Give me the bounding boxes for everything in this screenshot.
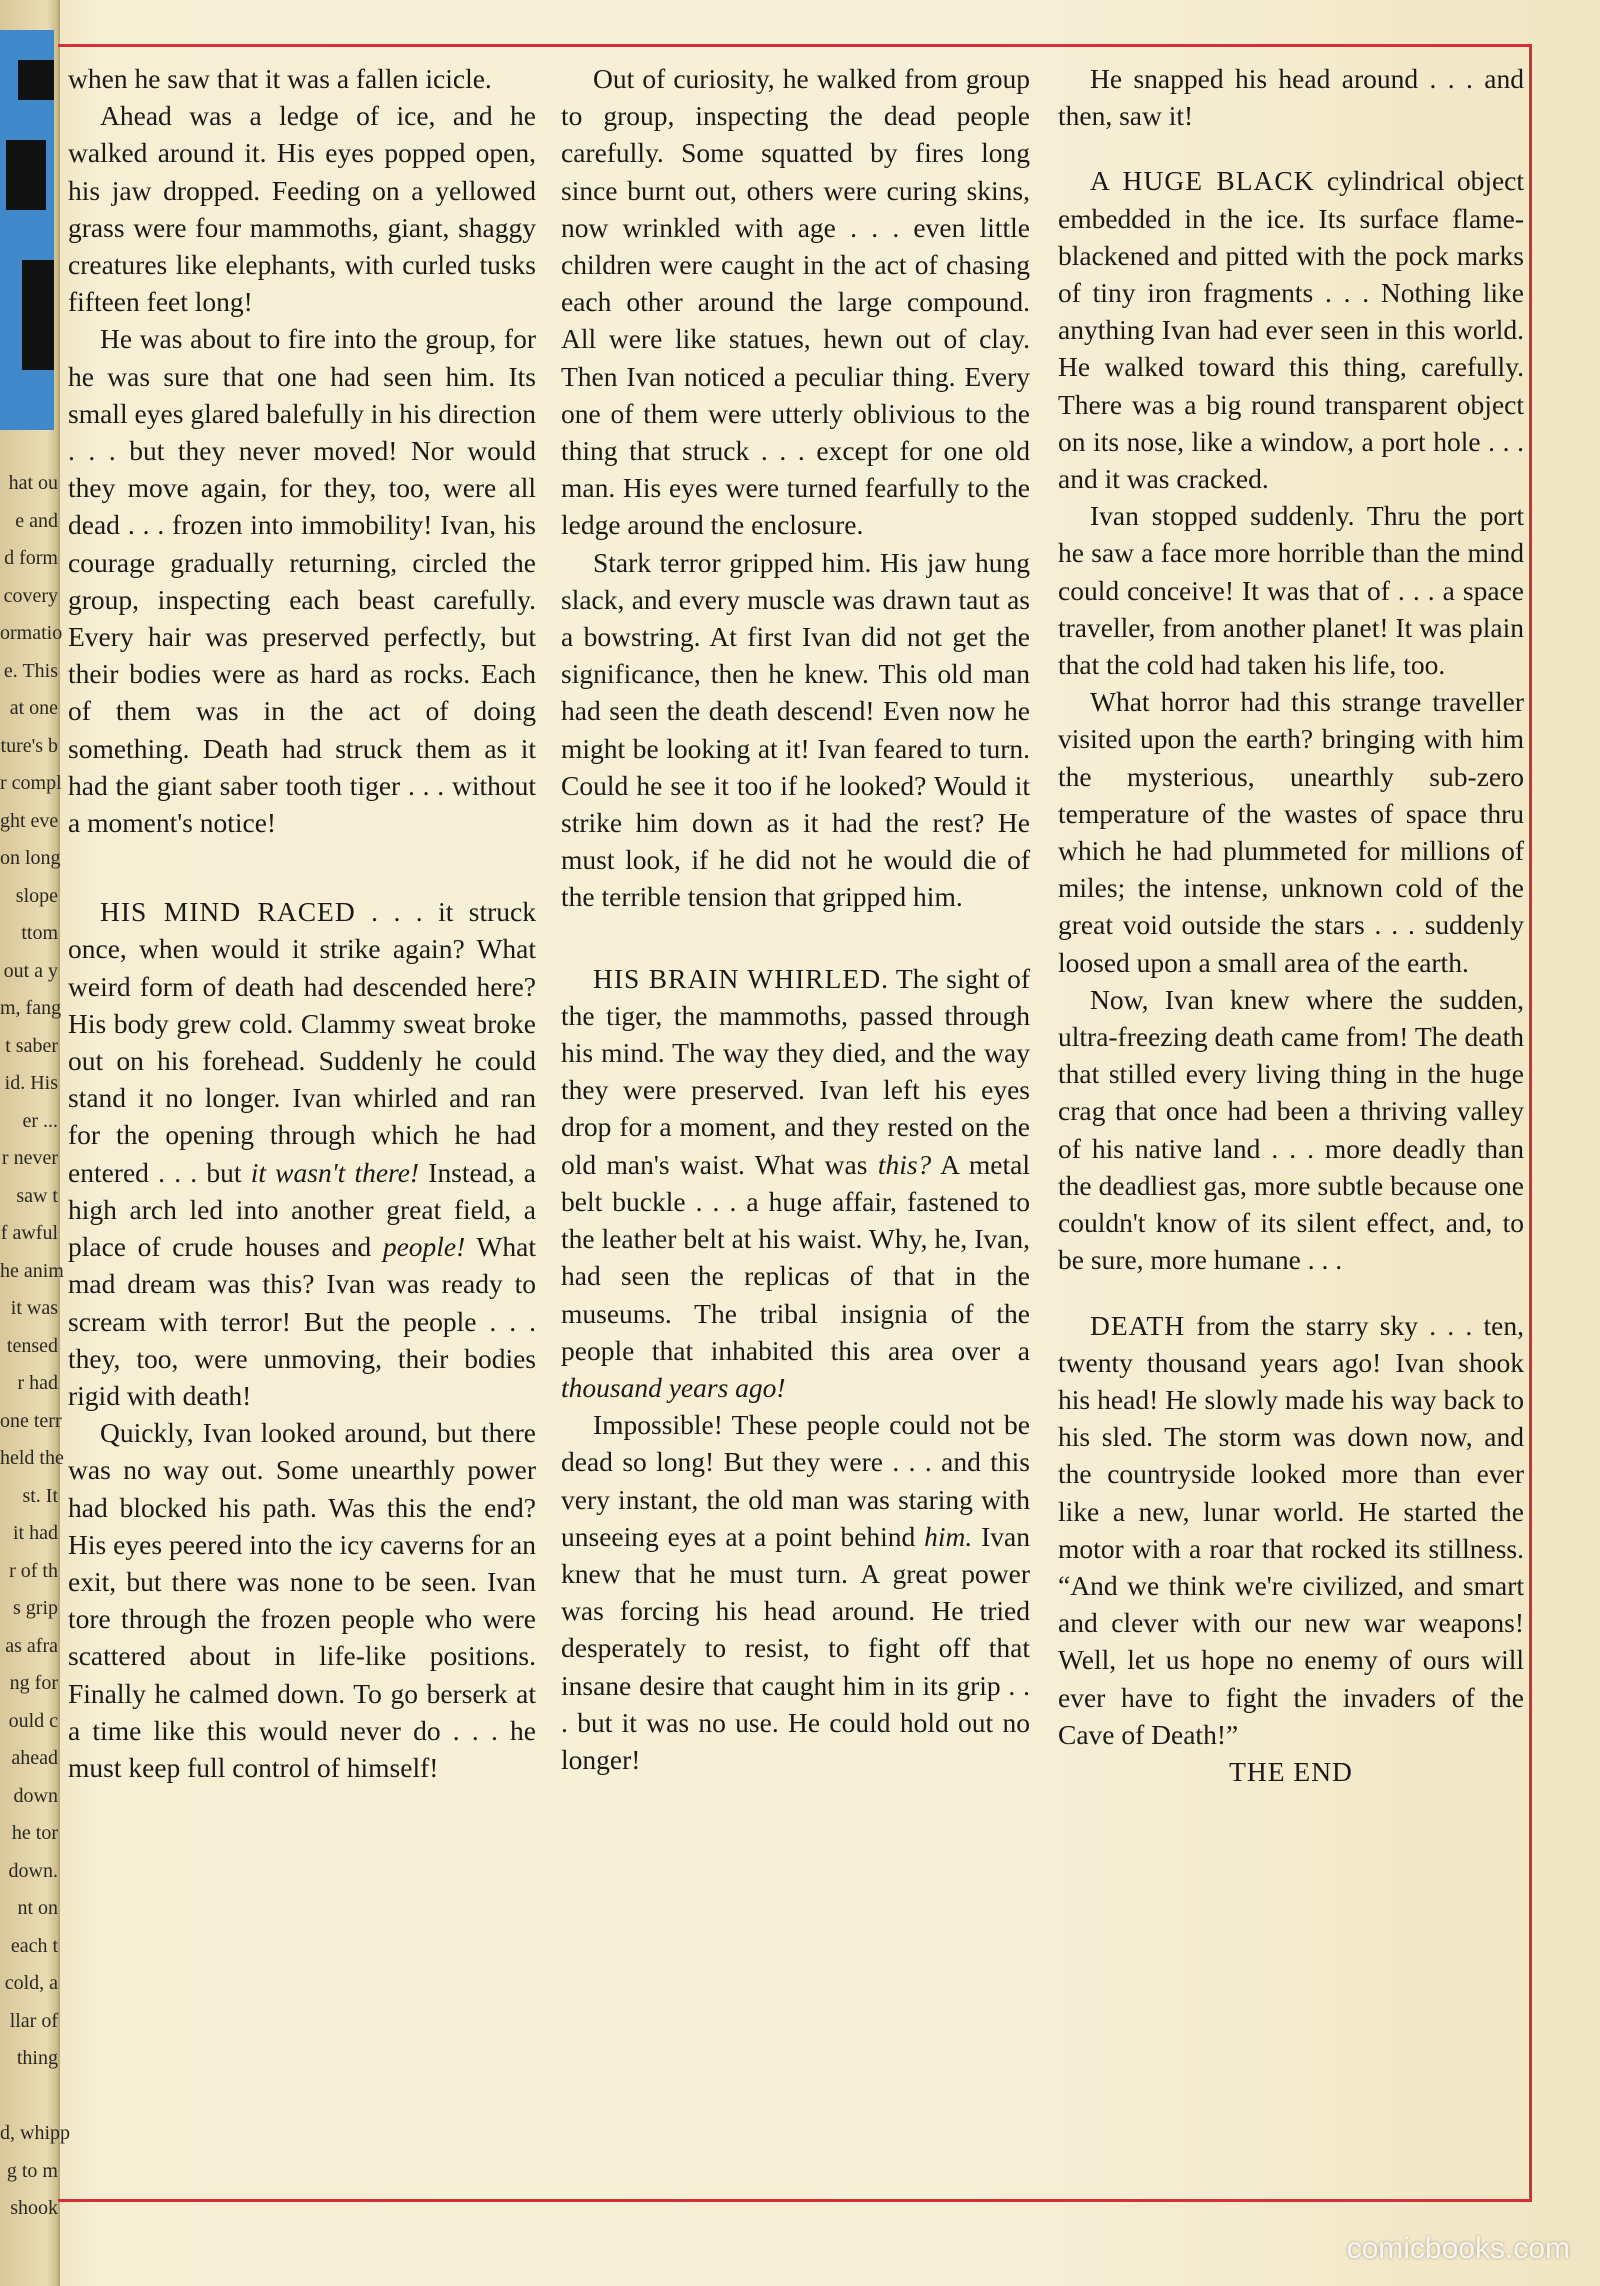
adjacent-page-line: out a y [3,959,58,982]
adjacent-page-line: on long [0,847,61,869]
adjacent-page-line: r of th [9,1559,58,1582]
adjacent-page-line: st. It [22,1484,58,1507]
adjacent-page-line: ght eve [0,809,59,832]
paragraph: Now, Ivan knew where the sudden, ultra-freezing death came from! The death that stilled every living thing in the huge crag that once had been a thriving valley of his native land . . . more deadly than the deadliest gas, more subtle because one couldn't know of its silent effect, and, to be sure, more humane . . . [1058,983,1524,1276]
section-lead: HIS MIND RACED [100,896,356,928]
adjacent-page-line: he tor [11,1822,58,1844]
paragraph: What horror had this strange traveller visited upon the earth? bringing with him the mysterious, unearthly sub-zero temperature of the wastes of space thru which he had plummeted for millions of miles; the intense, unknown cold of the great void outside the stars . . . suddenly loosed upon a small area of the earth. [1058,686,1524,978]
adjacent-page-line: it was [10,1297,58,1319]
paragraph: He was about to fire into the group, for he was sure that one had seen him. Its small eyes glared balefully in his direction . . . but they never moved! Nor would they move again, for they, too, were all dead . . . frozen into immobility! Ivan, his courage gradually returning, circled the group, inspecting each beast carefully. Every hair was preserved perfectly, but their bodies were as hard as rocks. Each of them was in the act of doing something. Death had struck them as it had the giant saber tooth tiger . . . without a moment's notice! [68,323,536,839]
adjacent-page-line: d, whipp [0,2122,70,2144]
adjacent-page-line: r compl [0,772,62,794]
adjacent-page-line: held the [0,1447,64,1469]
adjacent-page-line: as afra [5,1634,58,1657]
paragraph: Stark terror gripped him. His jaw hung slack, and every muscle was drawn taut as a bowstring. At first Ivan did not get the significance, then he knew. This old man had seen the death descend! Even now he might be looking at it! Ivan feared to turn. Could he see it too if he looked? Would it strike him down as it had the rest? He must look, if he did not he would die of the terrible tension that gripped him. [561,546,1030,913]
adjacent-page-line: shook [10,2197,58,2219]
adjacent-page-line: r never [1,1147,58,1169]
adjacent-page-line: down. [8,1859,58,1882]
paragraph: He snapped his head around . . . and then, saw it! [1058,63,1524,132]
adjacent-page-line: covery [3,584,58,607]
paragraph: A HUGE BLACK cylindrical object embedded in the ice. Its surface flame-blackened and pitted with the pock marks of tiny iron fragments . . . Nothing like anything Ivan had ever seen in this world. He walked toward this thing, carefully. There was a big round transparent object on its nose, like a window, a port hole . . . and it was cracked. [1058,165,1525,495]
paragraph: when he saw that it was a fallen icicle. [68,63,492,94]
adjacent-page-line: e. This [3,659,58,682]
adjacent-page-line: t saber [5,1034,58,1057]
adjacent-page-artwork [0,30,54,430]
adjacent-page-line [0,2078,58,2116]
adjacent-page-line: s grip [13,1597,58,1619]
adjacent-page-line: id. His [4,1072,58,1094]
adjacent-page-line: g to m [6,2159,58,2182]
adjacent-page-line: d form [4,547,58,569]
text-column-3 [1058,60,1524,1790]
adjacent-page-line: e and [15,509,58,532]
adjacent-page-edge [0,0,70,2286]
adjacent-page-line: one terr [0,1409,62,1432]
adjacent-page-line: ormatio [0,622,63,644]
adjacent-page-line: hat ou [8,472,58,494]
adjacent-page-line: slope [15,884,58,907]
paragraph: DEATH from the starry sky . . . ten, twenty thousand years ago! Ivan shook his head! He slowly made his way back to his sled. The storm was down now, and the countryside looked more than ever like a new, lunar world. He started the motor with a roar that rocked its stillness. “And we think we're civilized, and smart and clever with our new war weapons! Well, let us hope no enemy of ours will ever have to fight the invaders of the Cave of Death!” [1058,1309,1524,1750]
adjacent-page-text [0,465,70,2228]
section-lead: A HUGE BLACK [1090,165,1315,197]
adjacent-page-line: r had [17,1372,58,1394]
adjacent-page-line: he anim [0,1259,64,1282]
text-column-2 [561,60,1030,1778]
adjacent-page-line: m, fang [0,997,62,1019]
paragraph: Ahead was a ledge of ice, and he walked around it. His eyes popped open, his jaw dropped. Feeding on a yellowed grass were four mammoths, giant, shaggy creatures like elephants, with curled tusks fifteen feet long! [68,100,536,318]
paragraph: Out of curiosity, he walked from group to group, inspecting the dead people carefully. Some squatted by fires long since burnt out, others were curing skins, now wrinkled with age . . . even little children were caught in the act of chasing each other around the large compound. All were like statues, hewn out of clay. Then Ivan noticed a peculiar thing. Every one of them were utterly oblivious to the thing that struck . . . except for one old man. His eyes were turned fearfully to the ledge around the enclosure. [561,63,1030,541]
site-watermark: comicbooks.com [1346,2232,1570,2265]
paragraph: Quickly, Ivan looked around, but there was no way out. Some unearthly power had blocked his path. Was this the end? His eyes peered into the icy caverns for an exit, but there was none to be seen. Ivan tore through the frozen people who were scattered about in life-like positions. Finally he calmed down. To go berserk at a time like this would never do . . . he must keep full control of himself! [68,1417,536,1783]
adjacent-page-line: tensed [6,1334,58,1357]
paragraph: HIS BRAIN WHIRLED. The sight of the tiger, the mammoths, passed through his mind. The way they died, and the way they were preserved. Ivan left his eyes drop for a moment, and they rested on the old man's waist. What was this? A metal belt buckle . . . a huge affair, fastened to the leather belt at his waist. Why, he, Ivan, had seen the replicas of that in the museums. The tribal insignia of the people that inhabited this area over a thousand years ago! [561,962,1030,1403]
adjacent-page-line: f awful [0,1222,58,1244]
adjacent-page-line: ng for [9,1672,58,1694]
adjacent-page-line: thing [16,2047,58,2069]
adjacent-page-line: er ... [22,1109,58,1132]
adjacent-page-line: it had [13,1522,58,1544]
adjacent-page-line: ahead [11,1747,58,1769]
adjacent-page-line: ould c [8,1709,58,1732]
adjacent-page-line: each t [10,1934,58,1957]
adjacent-page-line: down [13,1784,58,1807]
adjacent-page-line: at one [9,697,58,719]
section-lead: DEATH [1090,1309,1186,1341]
paragraph: Impossible! These people could not be dead so long! But they were . . . and this very instant, the old man was staring with unseeing eyes at a point behind him. Ivan knew that he must turn. A great power was forcing his head around. He tried desperately to resist, to fight off that insane desire that caught him in its grip . . . but it was no use. He could hold out no longer! [561,1409,1030,1775]
text-column-1 [68,60,536,1786]
adjacent-page-line: ttom [21,922,58,944]
the-end-label: THE END [1229,1755,1353,1787]
section-lead: HIS BRAIN WHIRLED. [593,962,889,994]
paragraph: Ivan stopped suddenly. Thru the port he saw a face more horrible than the mind could conceive! It was that of . . . a space traveller, from another planet! It was plain that the cold had taken his life, too. [1058,500,1524,681]
paragraph: HIS MIND RACED . . . it struck once, when would it strike again? What weird form of death had descended here? His body grew cold. Clammy sweat broke out on his forehead. Suddenly he could stand it no longer. Ivan whirled and ran for the opening through which he had entered . . . but it wasn't there! Instead, a high arch led into another great field, a place of crude houses and people! What mad dream was this? Ivan was ready to scream with terror! But the people . . . they, too, were unmoving, their bodies rigid with death! [68,896,536,1411]
adjacent-page-line: ture's b [0,734,58,757]
adjacent-page-line: cold, a [4,1972,58,1994]
adjacent-page-line: saw t [16,1184,58,1207]
adjacent-page-line: nt on [17,1897,58,1919]
adjacent-page-line: llar of [9,2009,58,2032]
